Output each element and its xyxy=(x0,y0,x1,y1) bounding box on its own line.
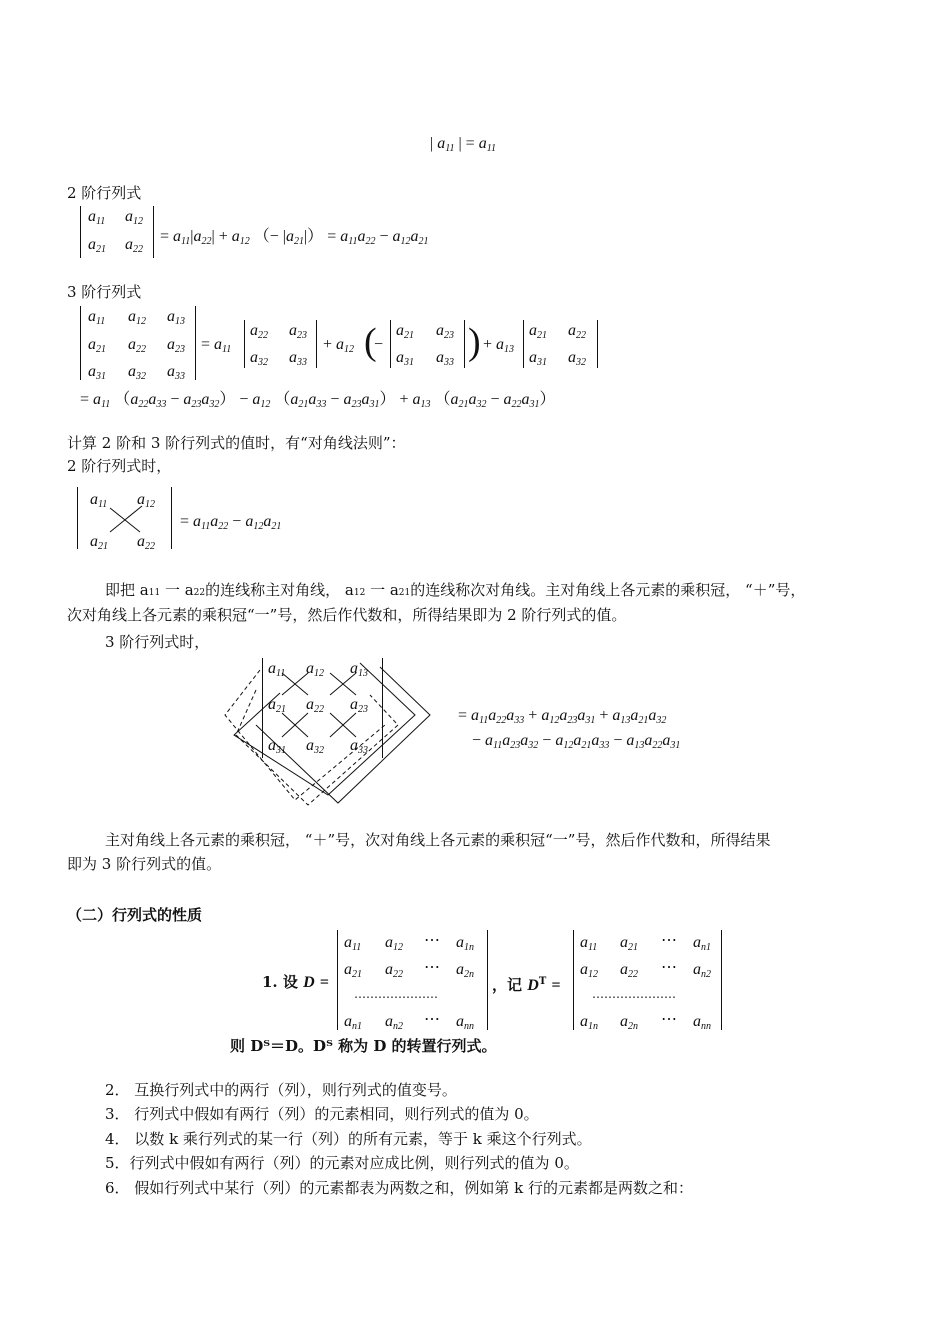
property-item-5: 5．行列式中假如有两行（列）的元素对应成比例，则行列式的值为 0。 xyxy=(105,1154,579,1172)
rule-order3-formula-2: − $a_{11}a_{23}a_{32} - a_{12}a_{21}a_{33} - a_{13}a_{22}a_{31}$ xyxy=(472,732,681,751)
diagonal-cross-lines xyxy=(100,498,160,538)
rule-order3-label: 3 阶行列式时， xyxy=(105,633,210,651)
rule-order3-formula-1: = $a_{11}a_{22}a_{33} + a_{12}a_{23}a_{31} + a_{13}a_{21}a_{32}$ xyxy=(458,707,667,726)
sarrus-lines xyxy=(220,655,440,810)
property-1-mid: ，记 $D^T$ = xyxy=(492,976,561,994)
order1-formula: | $a_{11}$ | = $a_{11}$ xyxy=(430,135,496,154)
order2-heading: 2 阶行列式 xyxy=(67,184,142,202)
property-item-3: 3． 行列式中假如有两行（列）的元素相同，则行列式的值为 0。 xyxy=(105,1105,539,1123)
properties-heading: （二）行列式的性质 xyxy=(67,906,203,924)
rule-order2-label: 2 阶行列式时， xyxy=(67,457,172,475)
rule-order2-explain: 即把 a11 一 a22的连线称主对角线， a12 一 a21的连线称次对角线。主对角线上各元素的乘积冠， “＋”号， xyxy=(105,581,806,599)
order3-result: = $a_{11}$ $(a_{22}a_{33} - a_{23}a_{32}) - a_{12}$ $(a_{21}a_{33} - a_{23}a_{31}) + a_{13}$ $(a_{21}a_{32} - a_{22}a_{31})$ xyxy=(80,391,556,410)
property-item-4: 4． 以数 k 乘行列式的某一行（列）的所有元素，等于 k 乘这个行列式。 xyxy=(105,1130,592,1148)
rule-intro: 计算 2 阶和 3 阶行列式的值时，有“对角线法则”： xyxy=(67,434,406,452)
rule-order2-formula: = $a_{11}a_{22} - a_{12}a_{21}$ xyxy=(180,513,282,532)
dt-dots: ………………… xyxy=(592,987,676,1001)
property-item-6: 6． 假如行列式中某行（列）的元素都表为两数之和，例如第 k 行的元素都是两数之和： xyxy=(105,1179,693,1197)
order2-expansion: = $a_{11}|a_{22}| + a_{12}$ （− $|a_{21}|) = a_{11}a_{22} - a_{12}a_{21}$ xyxy=(160,228,429,247)
property-item-2: 2． 互换行列式中的两行（列），则行列式的值变号。 xyxy=(105,1081,457,1099)
order3-heading: 3 阶行列式 xyxy=(67,283,142,301)
rule-order2-explain-2: 次对角线上各元素的乘积冠“一”号，然后作代数和，所得结果即为 2 阶行列式的值。 xyxy=(67,606,627,624)
property-1-then: 则 Dᵀ＝D。Dᵀ 称为 D 的转置行列式。 xyxy=(230,1037,497,1055)
rule-order3-explain-2: 即为 3 阶行列式的值。 xyxy=(67,855,222,873)
property-1-prefix: 1. 设 D = xyxy=(262,973,330,991)
rule-order3-explain-1: 主对角线上各元素的乘积冠， “＋”号，次对角线上各元素的乘积冠“一”号，然后作代数和，所得结果 xyxy=(105,831,771,849)
d-dots: ………………… xyxy=(354,987,438,1001)
